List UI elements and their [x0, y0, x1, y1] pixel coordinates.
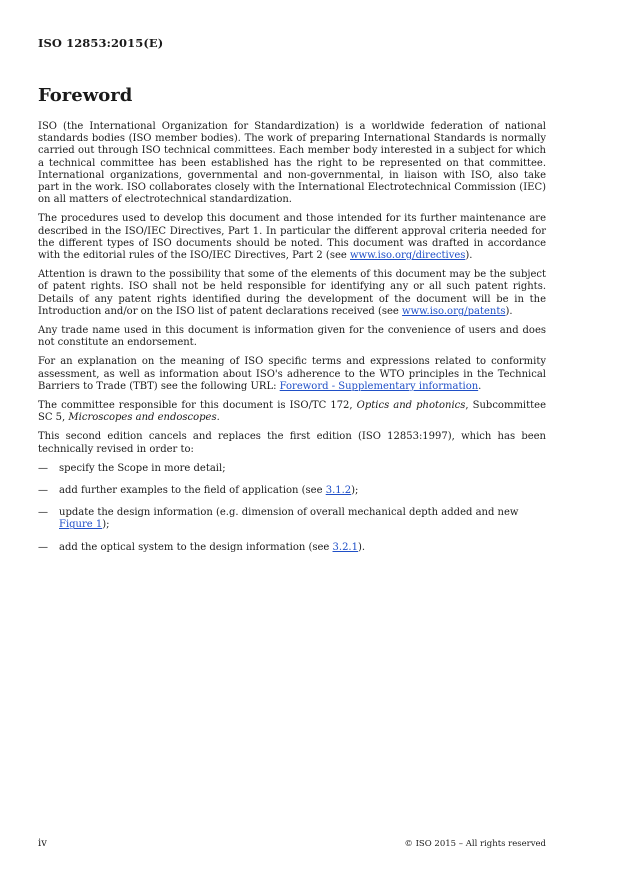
- section-3-1-2-link[interactable]: 3.1.2: [325, 485, 352, 497]
- list-item-text-end: );: [351, 485, 359, 497]
- list-item-text-end: );: [102, 519, 110, 531]
- list-dash: —: [38, 507, 48, 519]
- list-item-text: [59, 542, 365, 554]
- subcommittee-name: Microscopes and endoscopes: [68, 412, 217, 424]
- list-item-text-start: update the design information (e.g. dimension of overall mechanical depth added and new: [59, 507, 519, 519]
- patents-link[interactable]: www.iso.org/patents: [402, 305, 506, 317]
- paragraph-patents: [38, 269, 546, 318]
- paragraph-edition: This second edition cancels and replaces the first edition (ISO 12853:1997), which has been technically revised in order to:: [38, 431, 546, 455]
- paragraph-conformity-end: .: [478, 380, 482, 392]
- directives-link[interactable]: www.iso.org/directives: [349, 250, 466, 262]
- document-id-header: ISO 12853:2015(E): [38, 36, 164, 50]
- figure-1-link[interactable]: Figure 1: [59, 519, 103, 531]
- list-item-text-start: add further examples to the field of application (see: [59, 485, 326, 497]
- supplementary-information-link[interactable]: Foreword - Supplementary information: [279, 380, 479, 392]
- list-item: [38, 463, 546, 475]
- paragraph-conformity-text: For an explanation on the meaning of ISO specific terms and expressions related to conformity assessment, as well as information about ISO's adherence to the WTO principles in the Technical Barriers to Trade (TBT) see the following URL:: [38, 356, 546, 392]
- committee-name: Optics and photonics: [356, 400, 466, 412]
- foreword-body: [38, 121, 546, 564]
- paragraph-procedures-text: The procedures used to develop this document and those intended for its further maintenance are described in the ISO/IEC Directives, Part 1. In particular the different approval criteria needed for the different types of ISO documents should be noted. This document was drafted in accordance with the editorial rules of the ISO/IEC Directives, Part 2 (see: [38, 213, 546, 262]
- list-item: [38, 485, 546, 497]
- paragraph-procedures-end: ).: [465, 250, 473, 262]
- paragraph-patents-end: ).: [505, 305, 513, 317]
- section-3-2-1-link[interactable]: 3.2.1: [332, 541, 358, 553]
- paragraph-committee-end: .: [216, 412, 220, 424]
- page-number: iv: [38, 838, 47, 849]
- paragraph-procedures: [38, 213, 546, 262]
- list-item-text-end: ).: [357, 541, 366, 553]
- list-item-text: [59, 507, 546, 531]
- page-title: Foreword: [38, 85, 133, 106]
- list-dash: —: [38, 541, 48, 553]
- paragraph-iso-intro: ISO (the International Organization for Standardization) is a worldwide federation of national standards bodies (ISO member bodies). The work of preparing International Standards is normally carried out through ISO technical committees. Each member body interested in a subject for which a technical committee has been established has the right to be represented on that committee. International organizations, governmental and non-governmental, in liaison with ISO, also take part in the work. ISO collaborates closely with the International Electrotechnical Commission (IEC) on all matters of electrotechnical standardization.: [38, 121, 546, 206]
- paragraph-committee-middle: , Subcommittee SC 5,: [38, 400, 546, 424]
- paragraph-patents-text: Attention is drawn to the possibility that some of the elements of this document may be the subject of patent rights. ISO shall not be held responsible for identifying any or all such patent rights. Details of any patent rights identified during the development of the document will be in the Introduction and/or on the ISO list of patent declarations received (see: [38, 269, 546, 317]
- paragraph-conformity: [38, 356, 546, 393]
- list-item: [38, 507, 546, 531]
- list-item-text: [59, 485, 358, 497]
- paragraph-committee: [38, 400, 546, 424]
- list-item-text: specify the Scope in more detail;: [59, 462, 226, 474]
- list-dash: —: [38, 485, 48, 497]
- paragraph-trade-name: Any trade name used in this document is information given for the convenience of users and does not constitute an endorsement.: [38, 325, 546, 349]
- list-dash: —: [38, 462, 48, 474]
- list-item-text-start: add the optical system to the design information (see: [59, 541, 333, 553]
- copyright-notice: © ISO 2015 – All rights reserved: [404, 839, 546, 849]
- paragraph-committee-text: The committee responsible for this document is ISO/TC 172,: [38, 400, 357, 412]
- list-item: [38, 542, 546, 554]
